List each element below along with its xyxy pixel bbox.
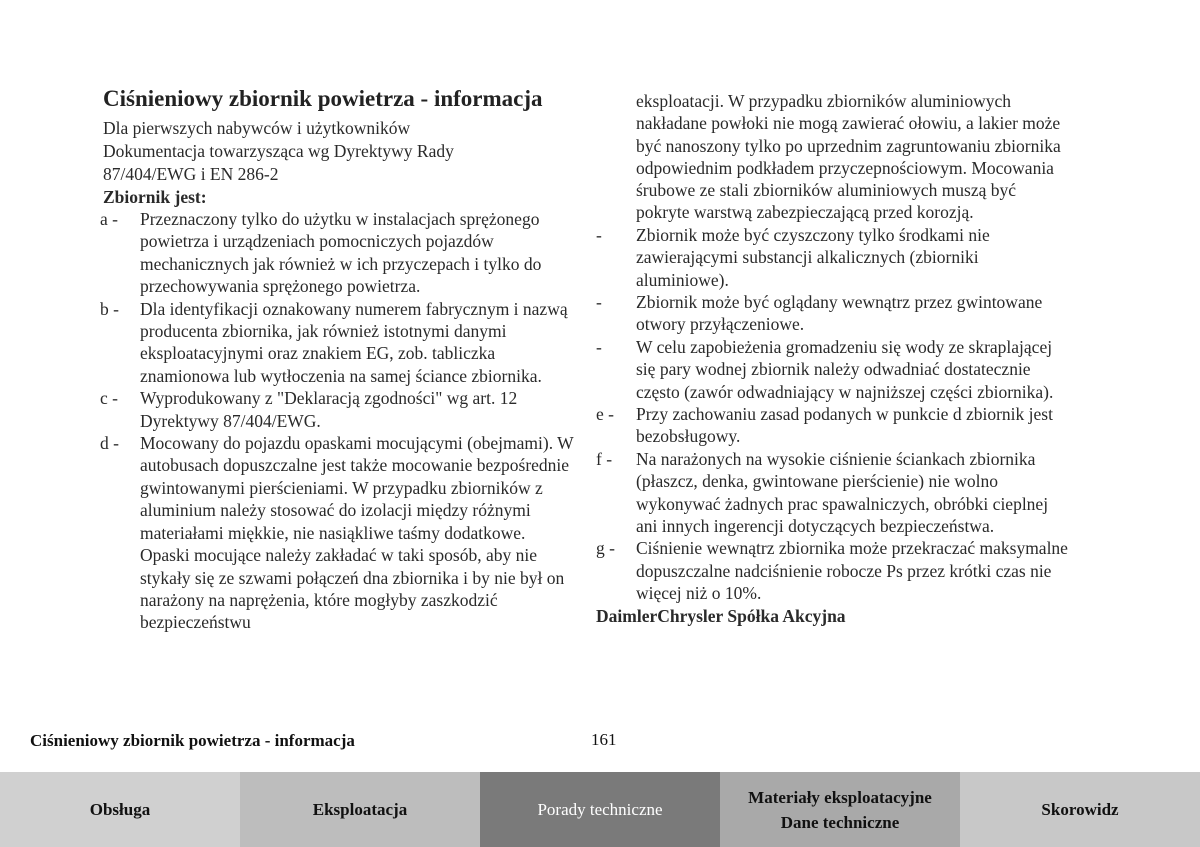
nav-tab-label: Skorowidz	[1041, 800, 1119, 819]
page-title: Ciśnieniowy zbiornik powietrza - informacja	[103, 86, 543, 111]
list-item-text: Mocowany do pojazdu opaskami mocującymi (obejmami). W autobusach dopuszczalne jest także mocowanie bezpośrednie gwintowanymi pierścieniami. W przypadku zbiorników z aluminium należy stosować do izolacji między różnymi materiałami miękkie, nie nasiąkliwe taśmy dodatkowe. Opaski mocujące należy zakładać w taki sposób, aby nie stykały się ze szwami połączeń dna zbiornika i by nie był on narażony na naprężenia, które mogłyby zaszkodzić bezpieczeństwu	[140, 433, 574, 633]
list-item	[100, 432, 578, 634]
list-item	[596, 448, 1072, 538]
list-marker: -	[596, 224, 602, 245]
list-item	[596, 403, 1072, 448]
nav-tab-label: Eksploatacja	[312, 800, 408, 819]
page-number: 161	[591, 730, 617, 749]
list-item-text: Przeznaczony tylko do użytku w instalacjach sprężonego powietrza i urządzeniach pomocniczych pojazdów mechanicznych jak również w ich przyczepach i tylko do przechowywania sprężonego powietrza.	[140, 209, 542, 297]
nav-tab-label: Porady techniczne	[537, 800, 663, 819]
list-item-text: Zbiornik może być czyszczony tylko środkami nie zawierającymi substancji alkalicznych (zbiorniki aluminiowe).	[636, 224, 990, 290]
list-item-text: Zbiornik może być oglądany wewnątrz przez gwintowane otwory przyłączeniowe.	[636, 292, 1043, 335]
company-name: DaimlerChrysler Spółka Akcyjna	[596, 605, 846, 626]
right-column	[596, 90, 1072, 627]
list-item	[100, 298, 578, 388]
list-marker: d -	[100, 433, 119, 454]
list-marker: f -	[596, 448, 613, 469]
footer-section-title: Ciśnieniowy zbiornik powietrza - informacja	[30, 731, 355, 750]
nav-tab-label: Materiały eksploatacyjne	[748, 787, 932, 807]
list-item	[596, 537, 1072, 604]
list-item	[596, 224, 1072, 291]
list-marker: a -	[100, 209, 118, 229]
list-marker: -	[596, 292, 602, 312]
list-marker: c -	[100, 388, 118, 409]
intro-line: 87/404/EWG i EN 286-2	[103, 164, 279, 184]
nav-tab-label: Dane techniczne	[780, 812, 900, 832]
list-item	[100, 387, 578, 432]
list-item	[100, 208, 578, 298]
section-subheading: Zbiornik jest:	[103, 187, 207, 207]
list-marker: e -	[596, 404, 614, 425]
list-item-text: Na narażonych na wysokie ciśnienie ściankach zbiornika (płaszcz, denka, gwintowane pierścienie) nie wolno wykonywać żadnych prac spawalniczych, obróbki cieplnej ani innych ingerencji dotyczących bezpieczeństwa.	[636, 448, 1049, 537]
nav-tab-materialy-dane[interactable]	[720, 772, 960, 847]
left-column	[100, 86, 578, 634]
bottom-navigation	[0, 772, 1200, 847]
continued-paragraph: eksploatacji. W przypadku zbiorników aluminiowych nakładane powłoki nie mogą zawierać ołowiu, a lakier może być nanoszony tylko po uprzednim zagruntowaniu zbiornika odpowiednim podkładem przyczepnościowym. Mocowania śrubowe ze stali zbiorników aluminiowych muszą być pokryte warstwą zabezpieczającą przed korozją.	[636, 91, 1061, 223]
list-item-text: Wyprodukowany z "Deklaracją zgodności" wg art. 12 Dyrektywy 87/404/EWG.	[140, 388, 518, 431]
list-item	[596, 291, 1072, 336]
intro-line: Dokumentacja towarzysząca wg Dyrektywy Rady	[103, 141, 454, 161]
list-marker: g -	[596, 538, 615, 559]
nav-tab-skorowidz[interactable]	[960, 772, 1200, 847]
list-marker: -	[596, 336, 602, 357]
list-item-text: W celu zapobieżenia gromadzeniu się wody ze skraplającej się pary wodnej zbiornik należy odwadniać dostatecznie często (zawór odwadniający w najniższej części zbiornika).	[636, 336, 1054, 402]
intro-line: Dla pierwszych nabywców i użytkowników	[103, 118, 411, 138]
list-item	[596, 336, 1072, 403]
nav-tab-obsluga[interactable]	[0, 772, 240, 847]
list-item-text: Dla identyfikacji oznakowany numerem fabrycznym i nazwą producenta zbiornika, jak również istotnymi danymi eksploatacyjnymi oraz znakiem EG, zob. tabliczka znamionowa lub wytłoczenia na samej ściance zbiornika.	[140, 298, 568, 386]
list-marker: b -	[100, 298, 119, 319]
nav-tab-eksploatacja[interactable]	[240, 772, 480, 847]
nav-tab-porady-techniczne[interactable]	[480, 772, 720, 847]
nav-tab-label: Obsługa	[89, 800, 151, 819]
list-item-text: Przy zachowaniu zasad podanych w punkcie d zbiornik jest bezobsługowy.	[636, 404, 1053, 447]
list-item-text: Ciśnienie wewnątrz zbiornika może przekraczać maksymalne dopuszczalne nadciśnienie robocze Ps przez krótki czas nie więcej niż o 10%.	[636, 538, 1068, 604]
